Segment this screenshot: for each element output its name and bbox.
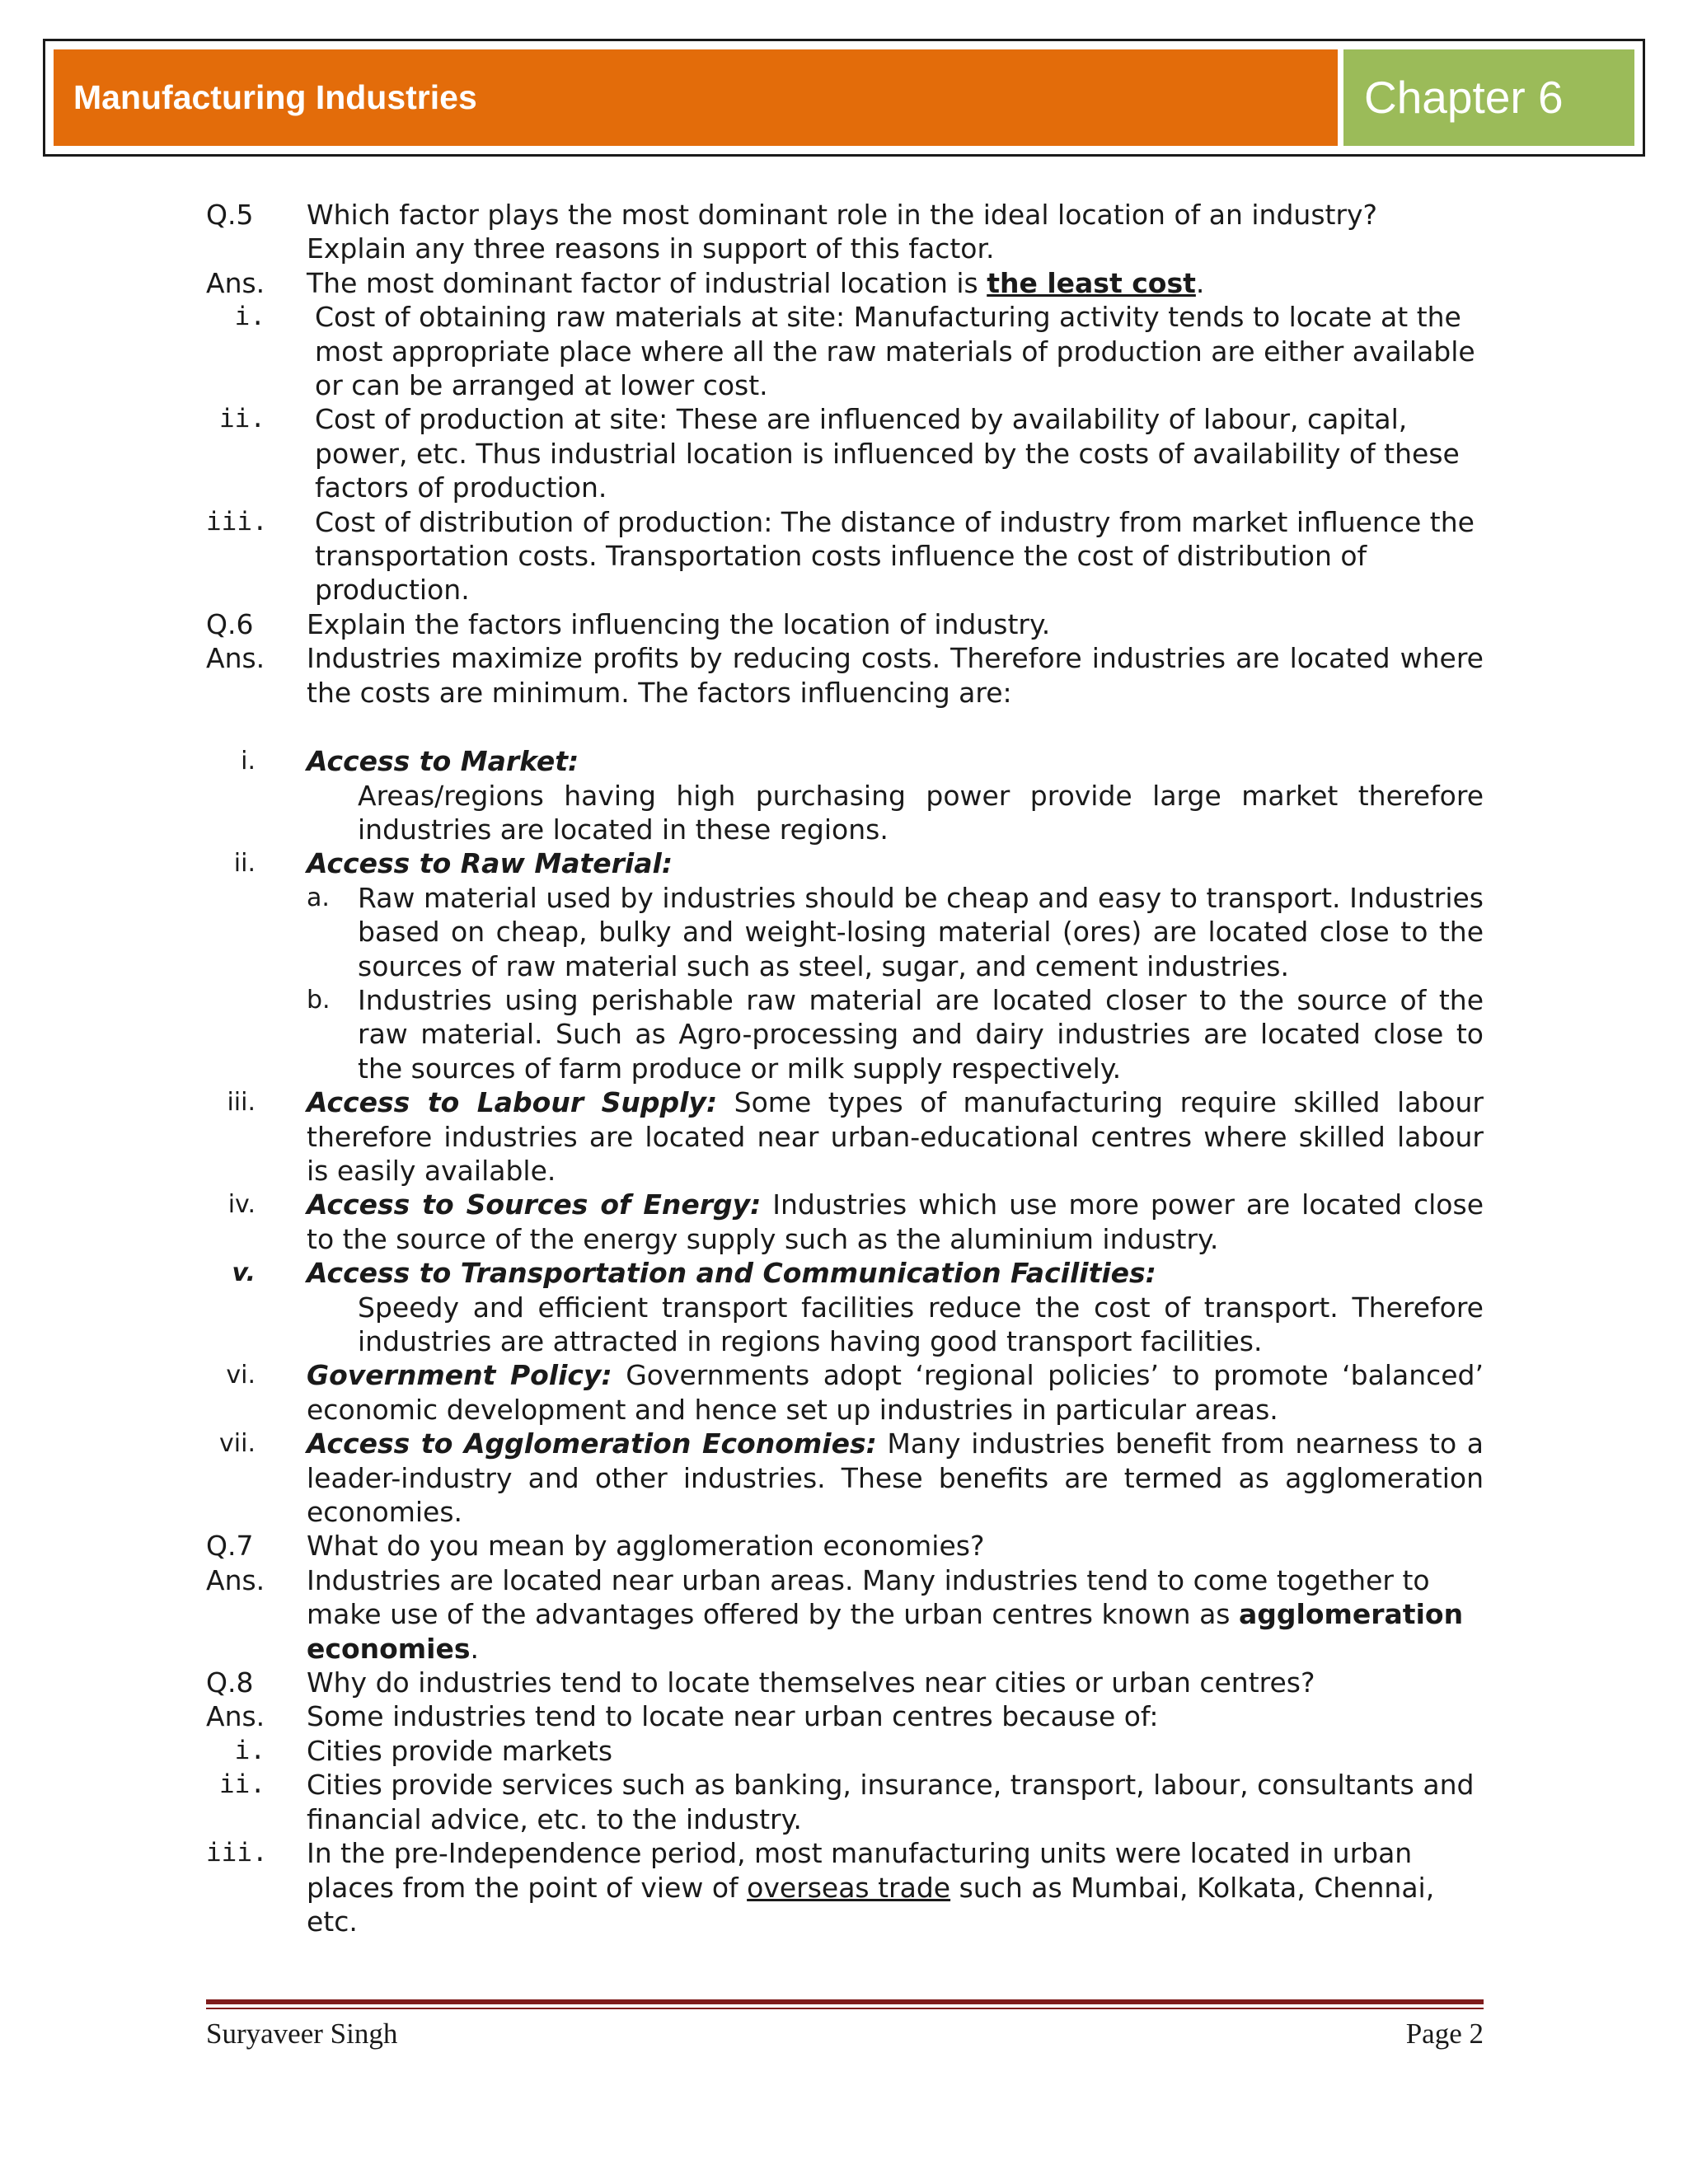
answer-label: Ans.	[206, 1563, 265, 1596]
answer-label: Ans.	[206, 642, 265, 675]
answer-q6	[206, 641, 1484, 710]
factor-heading: Access to Raw Material:	[307, 847, 673, 880]
factor-body-text: Some types of manufacturing require skilled labour therefore industries are located near urban-educational centres where skilled labour is easily available.	[307, 1086, 1484, 1187]
factor-body-text: Industries which use more power are located close to the source of the energy supply such as the aluminium industry.	[307, 1188, 1484, 1255]
answer-text	[307, 1563, 1484, 1666]
factor-heading: Government Policy:	[307, 1359, 612, 1392]
list-text: Cities provide markets	[307, 1734, 613, 1767]
sub-item-text: Raw material used by industries should be cheap and easy to transport. Industries based on cheap, bulky and weight-losing material (ores) are located close to the sources of raw material such as steel, sugar, and cement industries.	[358, 881, 1484, 982]
list-number: iii.	[206, 1838, 268, 1868]
page-number: Page 2	[1405, 2018, 1484, 2050]
question-q8	[206, 1666, 1484, 1699]
list-item	[206, 505, 1484, 607]
list-item	[206, 1734, 1484, 1768]
list-text: Cost of obtaining raw materials at site: Manufacturing activity tends to locate at the most appropriate place where all the raw materials of production are either available or can be arranged at lower cost.	[315, 301, 1475, 402]
factor-heading: Access to Labour Supply:	[307, 1086, 718, 1119]
footer-author: Suryaveer Singh	[206, 2018, 398, 2050]
factor-body-text: Governments adopt ‘regional policies’ to promote ‘balanced’ economic development and hence set up industries in particular areas.	[307, 1359, 1484, 1426]
list-number: i.	[234, 302, 265, 332]
factor-item	[206, 1085, 1484, 1188]
factor-body	[358, 1291, 1484, 1359]
sub-item-text: Industries using perishable raw material are located closer to the source of the raw material. Such as Agro-processing and dairy industries are located close to the sources of farm produce or milk supply respectively.	[358, 983, 1484, 1085]
list-text: Cost of distribution of production: The distance of industry from market influence the transportation costs. Transportation costs influence the cost of distribution of production.	[315, 505, 1475, 607]
question-label: Q.7	[206, 1530, 254, 1563]
list-number: iii.	[206, 506, 268, 537]
list-text-part: such as Mumbai, Kolkata, Chennai, etc.	[307, 1871, 1435, 1938]
factor-body-text: Speedy and efficient transport facilities reduce the cost of transport. Therefore industries are attracted in regions having good transport facilities.	[358, 1291, 1484, 1357]
sub-item-letter: b.	[307, 985, 331, 1015]
factor-number: vi.	[226, 1361, 256, 1390]
list-text: Cost of production at site: These are influenced by availability of labour, capital, power, etc. Thus industrial location is influenced by the costs of availability of these factors of production.	[315, 403, 1460, 504]
factor-item	[206, 1358, 1484, 1427]
factor-body	[358, 779, 1484, 847]
list-item	[206, 1836, 1484, 1938]
answer-label: Ans.	[206, 1700, 265, 1733]
question-text: What do you mean by agglomeration economies?	[307, 1530, 985, 1563]
factor-text	[307, 1188, 1484, 1256]
answer-text-part: .	[1195, 266, 1205, 299]
factor-body-text: Many industries benefit from nearness to a leader-industry and other industries. These benefits are termed as agglomeration economies.	[307, 1427, 1484, 1529]
list-number: i.	[234, 1735, 265, 1765]
question-q5	[206, 198, 1484, 266]
factor-item	[206, 1188, 1484, 1256]
sub-item	[307, 881, 1484, 983]
list-item	[206, 300, 1484, 402]
question-text: Why do industries tend to locate themselves near cities or urban centres?	[307, 1666, 1315, 1699]
question-q6	[206, 607, 1484, 641]
question-q7	[206, 1529, 1484, 1563]
factor-item	[206, 846, 1484, 880]
list-text	[307, 1836, 1484, 1938]
list-item	[206, 1768, 1484, 1836]
list-item	[206, 402, 1484, 504]
factor-number: iii.	[227, 1088, 256, 1118]
factor-number: ii.	[233, 849, 256, 879]
factor-text	[307, 1358, 1484, 1427]
header-title: Manufacturing Industries	[54, 49, 1338, 146]
factor-heading: Access to Market:	[307, 745, 579, 778]
answer-emphasis: agglomeration economies	[307, 1598, 1464, 1665]
factor-heading: Access to Agglomeration Economies:	[307, 1427, 877, 1460]
factor-item	[206, 1427, 1484, 1529]
answer-text-part: The most dominant factor of industrial location is	[307, 266, 987, 299]
answer-text-part: .	[470, 1632, 479, 1665]
list-text-part: In the pre-Independence period, most manufacturing units were located in urban places from the point of view of	[307, 1837, 1413, 1904]
list-number: ii.	[219, 1769, 265, 1800]
chapter-header	[43, 39, 1645, 157]
page-content	[206, 198, 1484, 1938]
factor-item	[206, 744, 1484, 778]
factor-text	[307, 1085, 1484, 1188]
factor-number: v.	[232, 1258, 256, 1288]
answer-q5	[206, 266, 1484, 300]
answer-text: Industries maximize profits by reducing costs. Therefore industries are located where the costs are minimum. The factors influencing are:	[307, 642, 1484, 709]
answer-q8	[206, 1699, 1484, 1733]
factor-heading: Access to Transportation and Communication Facilities:	[307, 1257, 1156, 1290]
factor-text	[307, 1427, 1484, 1529]
answer-q7	[206, 1563, 1484, 1666]
factor-number: i.	[241, 747, 256, 776]
question-label: Q.8	[206, 1666, 254, 1699]
factor-heading: Access to Sources of Energy:	[307, 1188, 762, 1221]
question-text: Which factor plays the most dominant role in the ideal location of an industry? Explain any three reasons in support of this factor.	[307, 199, 1378, 265]
answer-text: Some industries tend to locate near urban centres because of:	[307, 1700, 1159, 1733]
factor-item	[206, 1256, 1484, 1290]
factor-number: iv.	[227, 1190, 256, 1220]
question-label: Q.6	[206, 607, 254, 640]
sub-item-letter: a.	[307, 883, 330, 912]
factor-body-text: Areas/regions having high purchasing power provide large market therefore industries are located in these regions.	[358, 779, 1484, 846]
list-number: ii.	[219, 404, 265, 434]
factor-number: vii.	[219, 1429, 256, 1459]
answer-label: Ans.	[206, 266, 265, 299]
header-chapter: Chapter 6	[1343, 49, 1634, 146]
sub-item	[307, 983, 1484, 1085]
footer-rule-thin	[206, 2008, 1484, 2009]
answer-text	[307, 266, 1484, 300]
answer-emphasis: the least cost	[987, 266, 1196, 299]
answer-text-part: Industries are located near urban areas. Many industries tend to come together to make use of the advantages offered by the urban centres known as	[307, 1563, 1430, 1631]
question-label: Q.5	[206, 199, 254, 231]
footer-rule	[206, 1999, 1484, 2004]
question-text: Explain the factors influencing the location of industry.	[307, 607, 1051, 640]
list-text: Cities provide services such as banking, insurance, transport, labour, consultants and financial advice, etc. to the industry.	[307, 1769, 1475, 1835]
underlined-term: overseas trade	[747, 1871, 951, 1904]
